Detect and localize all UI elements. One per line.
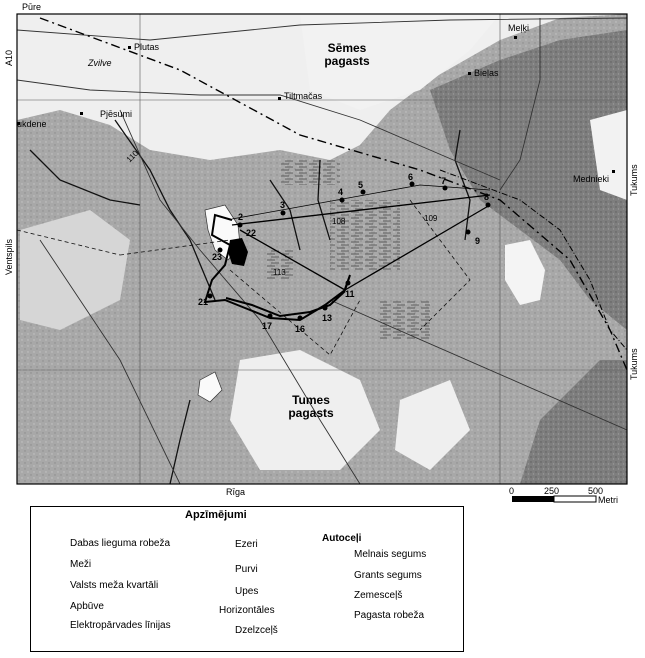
legend-item-label: Valsts meža kvartāli	[70, 580, 159, 591]
point-number: 3	[280, 200, 286, 210]
point-number: 13	[322, 313, 333, 323]
place-label: Mednieki	[573, 174, 610, 184]
place-label: Tiltmačas	[284, 91, 323, 101]
point-number: 2	[238, 212, 244, 222]
edge-label-right-mid: Tukums	[629, 348, 639, 380]
legend-item-label: Zemesceļš	[354, 590, 403, 601]
parish-label: Tumes pagasts	[288, 393, 334, 420]
kvartal-number: 110	[124, 148, 141, 165]
edge-label-right-top: Tukums	[629, 164, 639, 196]
kvartal-number: 109	[424, 214, 438, 223]
point-number: 17	[262, 321, 273, 331]
scale-tick: 0	[509, 486, 515, 496]
legend-item-label: Apbūve	[70, 601, 104, 612]
legend-item-label: Purvi	[235, 564, 258, 575]
legend-item-label: Upes	[235, 586, 259, 597]
place-label: Meļķi	[508, 23, 530, 33]
kvartal-number: 108	[332, 217, 346, 226]
marsh-area	[330, 200, 400, 270]
place-label: Plutas	[134, 42, 160, 52]
point-number: 8	[484, 192, 490, 202]
edge-label-left-top: A10	[4, 49, 14, 66]
point-number: 4	[338, 187, 344, 197]
legend-roads-heading: Autoceļi	[322, 533, 362, 544]
marsh-area	[380, 300, 430, 340]
marsh-area	[280, 160, 340, 185]
legend-item-label: Ezeri	[235, 539, 258, 550]
legend-item-label: Horizontāles	[219, 605, 275, 616]
point-number: 22	[246, 228, 257, 238]
parish-label: Sēmes pagasts	[324, 41, 370, 68]
edge-label-top: Pūre	[22, 2, 42, 12]
scale-bar	[512, 496, 596, 502]
place-label: Zvilve	[88, 58, 112, 68]
scale-tick: 250	[544, 486, 560, 496]
point-number: 6	[408, 172, 414, 182]
point-number: 23	[212, 252, 223, 262]
point-number: 5	[358, 180, 364, 190]
legend-item-label: Elektropārvades līnijas	[70, 620, 171, 631]
edge-label-bottom: Rīga	[226, 487, 246, 497]
legend-item-label: Dzelzceļš	[235, 625, 278, 636]
point-number: 21	[198, 297, 209, 307]
place-label: Bieļas	[474, 68, 499, 78]
point-number: 7	[441, 176, 447, 186]
legend-item-label: Dabas lieguma robeža	[70, 538, 171, 549]
place-label: Pjēsumi	[100, 109, 133, 119]
point-number: 9	[475, 236, 481, 246]
place-label: ukdene	[17, 119, 47, 129]
scale-unit: Metri	[598, 495, 618, 505]
kvartal-number: 113	[273, 268, 286, 277]
point-number: 11	[345, 289, 355, 299]
legend-title: Apzīmējumi	[185, 509, 247, 521]
scale-tick: 500	[588, 486, 604, 496]
edge-label-left-mid: Ventspils	[4, 238, 14, 275]
legend-item-label: Pagasta robeža	[354, 610, 425, 621]
legend-item-label: Grants segums	[354, 570, 422, 581]
point-number: 16	[295, 324, 306, 334]
legend-item-label: Melnais segums	[354, 549, 427, 560]
legend-item-label: Meži	[70, 559, 92, 570]
